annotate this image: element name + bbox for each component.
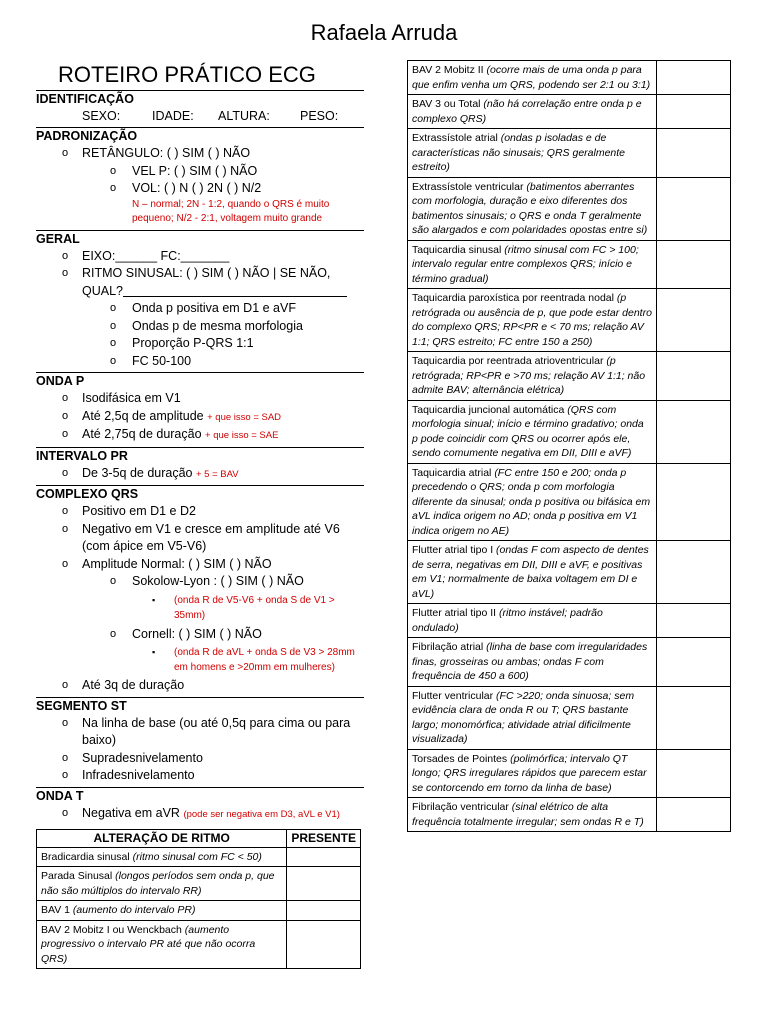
author-name: Rafaela Arruda [310, 20, 458, 45]
list-item-intervalo-pr: o De 3-5q de duração + 5 = BAV [62, 465, 239, 480]
rhythm-description [408, 604, 657, 638]
rhythm-name: Flutter atrial tipo II [412, 607, 497, 619]
ecg-checklist [36, 60, 364, 823]
field-peso: PESO: [300, 109, 339, 123]
rhythm-description [408, 638, 657, 687]
presente-checkbox-cell[interactable] [657, 289, 731, 352]
rhythm-name: Fibrilação atrial [412, 641, 484, 653]
list-item-onda-p: o Isodifásica em V1 [62, 391, 181, 405]
presente-checkbox-cell[interactable] [657, 129, 731, 178]
rhythm-name: BAV 1 [41, 904, 70, 916]
rhythm-criteria: (ondas F com aspecto de dentes de serra, negativas em DII, DIII e aVF, e positivas em V1; normalmente de baixa voltagem em DI e aVL) [412, 544, 649, 600]
presente-checkbox-cell[interactable] [657, 686, 731, 749]
presente-checkbox-cell[interactable] [657, 463, 731, 541]
rhythm-name: Fibrilação ventricular [412, 801, 509, 813]
table-row [408, 177, 731, 240]
list-item-onda-p: o Até 2,5q de amplitude + que isso = SAD [62, 408, 282, 423]
rhythm-description [408, 352, 657, 401]
section-onda-t: ONDA T [36, 787, 364, 805]
column-header-alteracao: ALTERAÇÃO DE RITMO [37, 830, 287, 848]
table-row [37, 901, 361, 921]
rhythm-criteria: (polimórfica; intervalo QT longo; QRS irregulares rápidos que parecem estar se contorcendo em torno da linha de base) [412, 752, 647, 794]
list-item-eixo: o EIXO:______ FC:_______ [62, 248, 230, 263]
rhythm-criteria: (p retrógrada ou ausência de p, que pode estar dentro do complexo QRS; RP<PR e < 70 ms; relação AV 1:1; QRS estreito; FC entre 150 a 250) [412, 292, 652, 348]
rhythm-description [37, 901, 287, 921]
presente-checkbox-cell[interactable] [657, 400, 731, 463]
cornell-note-cont: em homens e >20mm em mulheres) [174, 662, 335, 673]
section-identificacao: IDENTIFICAÇÃO [36, 92, 134, 106]
rhythm-description [408, 400, 657, 463]
rhythm-criteria: (não há correlação entre onda p e complexo QRS) [412, 98, 642, 125]
rhythm-criteria: (longos períodos sem onda p, que não são múltiplos do intervalo RR) [41, 870, 275, 897]
presente-checkbox-cell[interactable] [657, 638, 731, 687]
criteria-item: o FC 50-100 [110, 353, 192, 368]
rhythm-criteria: (linha de base com irregularidades finas, grosseiras ou ambas; ondas F com frequência de 450 a 600) [412, 641, 648, 682]
table-row [408, 604, 731, 638]
table-row [408, 95, 731, 129]
section-complexo-qrs: COMPLEXO QRS [36, 485, 364, 503]
list-item-st: o Supradesnivelamento [62, 750, 203, 765]
list-item-qrs: o Positivo em D1 e D2 [62, 504, 196, 518]
presente-checkbox-cell[interactable] [657, 95, 731, 129]
document-title: ROTEIRO PRÁTICO ECG [36, 60, 364, 91]
rhythm-criteria: (ritmo instável; padrão ondulado) [412, 607, 603, 634]
criteria-item: o Ondas p de mesma morfologia [110, 318, 303, 333]
section-geral: GERAL [36, 230, 364, 248]
presente-checkbox-cell[interactable] [287, 847, 361, 867]
presente-checkbox-cell[interactable] [657, 749, 731, 798]
rhythm-description [37, 847, 287, 867]
rhythm-description [408, 541, 657, 604]
presente-checkbox-cell[interactable] [287, 920, 361, 969]
rhythm-criteria: (p retrógrada; RP<PR e >70 ms; relação AV 1:1; não admite BAV; alternância elétrica) [412, 355, 646, 396]
rhythm-criteria: (QRS com morfologia sinual; início e término gradativo; onda p pode coincidir com QRS ou ocorrer após ele, sendo comumente negativa em DII, DIII e aVF) [412, 403, 644, 459]
rhythm-description [408, 686, 657, 749]
rhythm-criteria: (ondas p isoladas e de características não sinusais; QRS geralmente estreito) [412, 132, 626, 173]
rhythm-criteria: (FC >220; onda sinuosa; sem evidência clara de onda R ou T; QRS bastante largo; monomórfica; atividade atrial dificilmente visualizada) [412, 689, 635, 745]
field-altura: ALTURA: [218, 109, 270, 123]
sokolow-note: ▪ (onda R de V5-V6 + onda S de V1 > [152, 594, 335, 606]
cornell-note: ▪ (onda R de aVL + onda S de V3 > 28mm [152, 647, 355, 658]
field-idade: IDADE: [152, 109, 194, 123]
presente-checkbox-cell[interactable] [657, 541, 731, 604]
table-row [408, 400, 731, 463]
presente-checkbox-cell[interactable] [657, 604, 731, 638]
table-row [408, 289, 731, 352]
section-intervalo-pr: INTERVALO PR [36, 447, 364, 465]
presente-checkbox-cell[interactable] [287, 867, 361, 901]
list-item-qrs: o Negativo em V1 e cresce em amplitude até V6 [62, 521, 340, 536]
rhythm-criteria: (ocorre mais de uma onda p para que enfim venha um QRS, podendo ser 2:1 ou 3:1) [412, 64, 651, 91]
list-item-st-cont: baixo) [82, 733, 117, 747]
identification-fields [36, 108, 364, 125]
presente-checkbox-cell[interactable] [657, 352, 731, 401]
presente-checkbox-cell[interactable] [287, 901, 361, 921]
section-onda-p: ONDA P [36, 372, 364, 390]
criteria-item: o Onda p positiva em D1 e aVF [110, 301, 296, 315]
presente-checkbox-cell[interactable] [657, 240, 731, 289]
list-item-retangulo: o RETÂNGULO: ( ) SIM ( ) NÃO [62, 146, 251, 160]
rhythm-description [408, 177, 657, 240]
rhythm-criteria: (aumento progressivo o intervalo PR até que não ocorra QRS) [41, 923, 256, 965]
rhythm-criteria: (ritmo sinusal com FC < 50) [132, 850, 262, 863]
rhythm-name: BAV 2 Mobitz I ou Wenckbach [41, 923, 182, 936]
list-item-cornell: o Cornell: ( ) SIM ( ) NÃO [110, 626, 262, 641]
table-row [408, 352, 731, 401]
rhythm-criteria: (sinal elétrico de alta frequência totalmente irregular; sem ondas R e T) [412, 801, 644, 828]
table-row [37, 867, 361, 901]
list-item-onda-p: o Até 2,75q de duração + que isso = SAE [62, 427, 279, 441]
list-item-ritmo: o RITMO SINUSAL: ( ) SIM ( ) NÃO | SE NÃO, [62, 266, 331, 280]
table-row [408, 541, 731, 604]
rhythm-description [408, 289, 657, 352]
presente-checkbox-cell[interactable] [657, 177, 731, 240]
presente-checkbox-cell[interactable] [657, 798, 731, 832]
section-segmento-st: SEGMENTO ST [36, 697, 364, 715]
ritmo-qual: QUAL? [36, 283, 364, 301]
rhythm-name: Extrassístole atrial [412, 132, 498, 144]
presente-checkbox-cell[interactable] [657, 61, 731, 95]
rhythm-description [37, 920, 287, 969]
column-header-presente: PRESENTE [287, 830, 361, 848]
rhythm-name: Taquicardia sinusal [412, 243, 502, 256]
rhythm-name: BAV 2 Mobitz II [412, 64, 484, 76]
list-item-qrs-cont: (com ápice em V5-V6) [82, 539, 207, 553]
list-item-vol: o VOL: ( ) N ( ) 2N ( ) N/2 [110, 181, 262, 195]
table-row [408, 463, 731, 541]
sokolow-note-cont: 35mm) [174, 609, 206, 621]
rhythm-criteria: (FC entre 150 e 200; onda p precedendo o QRS; onda p com morfologia diferente da sinusal; onda p positiva ou bifásica em aVL indica origem no AD; onda p positiva em V1 indica origem no AE) [412, 466, 651, 537]
table-row [37, 920, 361, 969]
rhythm-criteria: (batimentos aberrantes com morfologia, duração e eixo diferentes dos batimentos sinusais; o QRS e onda T geralmente são alargados e com polaridades opostas entre si) [412, 180, 648, 236]
rhythm-description [408, 798, 657, 832]
rhythm-name: Flutter atrial tipo I [412, 544, 494, 556]
rhythm-description [408, 61, 657, 95]
rhythm-criteria: (ritmo sinusal com FC > 100; intervalo regular entre complexos QRS; início e término gradual) [412, 243, 639, 285]
list-item-st: o Na linha de base (ou até 0,5q para cima ou para [62, 715, 351, 730]
rhythm-description [408, 129, 657, 178]
rhythm-criteria: (aumento do intervalo PR) [72, 904, 196, 916]
rhythm-name: Taquicardia juncional automática [412, 403, 565, 416]
table-row [408, 240, 731, 289]
list-item-qrs: o Até 3q de duração [62, 678, 185, 692]
rhythm-description [408, 463, 657, 541]
table-row [408, 798, 731, 832]
rhythm-description [408, 240, 657, 289]
table-row [408, 129, 731, 178]
table-row [408, 61, 731, 95]
rhythm-description [37, 867, 287, 901]
rhythm-name: Extrassístole ventricular [412, 180, 524, 193]
rhythm-name: Flutter ventricular [412, 689, 494, 702]
rhythm-table-left [36, 829, 361, 969]
rhythm-name: Parada Sinusal [41, 870, 113, 882]
table-row [408, 638, 731, 687]
rhythm-name: BAV 3 ou Total [412, 98, 481, 110]
table-row [37, 847, 361, 867]
rhythm-description [408, 749, 657, 798]
list-item-st: o Infradesnivelamento [62, 768, 195, 782]
section-padronizacao: PADRONIZAÇÃO [36, 127, 364, 145]
rhythm-name: Taquicardia paroxística por reentrada nodal [412, 292, 614, 304]
rhythm-name: Taquicardia atrial [412, 466, 492, 479]
list-item-sokolow: o Sokolow-Lyon : ( ) SIM ( ) NÃO [110, 574, 304, 588]
rhythm-table-right [407, 60, 731, 832]
table-row [408, 749, 731, 798]
list-item-onda-t: o Negativa em aVR (pode ser negativa em D3, aVL e V1) [62, 805, 340, 820]
table-row [408, 686, 731, 749]
field-sexo: SEXO: [82, 109, 121, 123]
list-item-qrs: o Amplitude Normal: ( ) SIM ( ) NÃO [62, 556, 272, 571]
rhythm-name: Torsades de Pointes [412, 752, 508, 765]
rhythm-description [408, 95, 657, 129]
list-item-velp: o VEL P: ( ) SIM ( ) NÃO [110, 163, 258, 178]
rhythm-name: Taquicardia por reentrada atrioventricular [412, 355, 604, 367]
vol-note: N – normal; 2N - 1:2, quando o QRS é muito pequeno; N/2 - 2:1, voltagem muito grande [132, 198, 330, 224]
rhythm-name: Bradicardia sinusal [41, 850, 130, 863]
criteria-item: o Proporção P-QRS 1:1 [110, 336, 254, 350]
